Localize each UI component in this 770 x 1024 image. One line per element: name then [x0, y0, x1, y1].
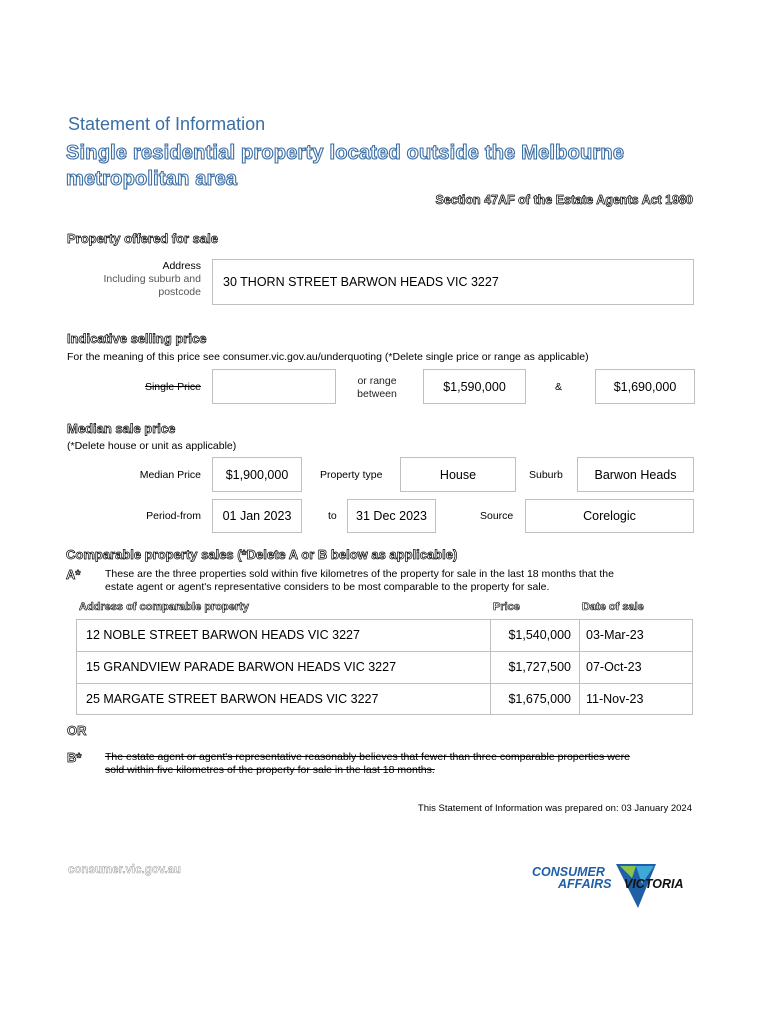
- row-1-address: 12 NOBLE STREET BARWON HEADS VIC 3227: [86, 628, 360, 642]
- website-link[interactable]: consumer.vic.gov.au: [68, 864, 181, 876]
- option-a-text: These are the three properties sold within five kilometres of the property for sale in the last 18 months that the estate agent or agent's representative considers to be most comparable to the property for sale.: [105, 568, 614, 593]
- title-line-1: Single residential property located outside the Melbourne: [66, 142, 625, 164]
- suburb-label: Suburb: [529, 469, 563, 481]
- col-price-header: Price: [493, 601, 520, 613]
- prepared-date: This Statement of Information was prepared on: 03 January 2024: [417, 803, 692, 814]
- row-1-price: $1,540,000: [508, 628, 571, 642]
- median-note: (*Delete house or unit as applicable): [67, 440, 237, 452]
- median-heading: Median sale price: [67, 421, 176, 436]
- period-from-value: 01 Jan 2023: [222, 509, 292, 523]
- col-address-header: Address of comparable property: [79, 601, 249, 613]
- document-subtitle: Statement of Information: [68, 114, 266, 134]
- range-label: or range between: [357, 375, 397, 400]
- period-to-value: 31 Dec 2023: [356, 509, 427, 523]
- option-b-text: The estate agent or agent's representative reasonably believes that fewer than three comparable properties were sold within five kilometres of the property for sale in the last 18 months.: [105, 751, 630, 776]
- consumer-affairs-logo: [530, 864, 700, 910]
- median-price-field[interactable]: [212, 457, 302, 492]
- act-reference: Section 47AF of the Estate Agents Act 1980: [435, 193, 693, 207]
- title-line-2: metropolitan area: [66, 168, 238, 190]
- row-3-price: $1,675,000: [508, 692, 571, 706]
- period-to-field[interactable]: [347, 499, 436, 533]
- property-type-value: House: [439, 467, 477, 482]
- single-price-label: Single Price: [144, 381, 201, 393]
- period-from-label: Period-from: [146, 510, 201, 522]
- logo-text-consumer: CONSUMER: [532, 865, 605, 879]
- range-low-value: $1,590,000: [443, 379, 506, 394]
- address-value: 30 THORN STREET BARWON HEADS VIC 3227: [223, 275, 499, 289]
- range-high-field[interactable]: [595, 369, 695, 404]
- row-2-date: 07-Oct-23: [586, 660, 642, 674]
- indicative-price-heading: Indicative selling price: [67, 331, 207, 346]
- comparable-heading: Comparable property sales (*Delete A or B below as applicable): [66, 547, 458, 562]
- suburb-field[interactable]: [577, 457, 694, 492]
- property-type-label: Property type: [320, 469, 383, 481]
- range-ampersand: &: [555, 381, 563, 393]
- median-price-value: $1,900,000: [225, 467, 289, 482]
- logo-text-affairs: AFFAIRS: [558, 877, 612, 891]
- row-3-address: 25 MARGATE STREET BARWON HEADS VIC 3227: [86, 692, 379, 706]
- row-3-date: 11-Nov-23: [586, 692, 644, 706]
- document-title: [66, 140, 706, 192]
- or-label: OR: [67, 723, 87, 738]
- row-1-date: 03-Mar-23: [586, 628, 644, 642]
- median-price-label: Median Price: [139, 469, 201, 481]
- row-2-price: $1,727,500: [508, 660, 571, 674]
- period-to-label: to: [328, 510, 337, 522]
- option-a-label: A*: [66, 567, 81, 582]
- comparable-table: [76, 619, 693, 715]
- source-field[interactable]: [525, 499, 694, 533]
- row-2-address: 15 GRANDVIEW PARADE BARWON HEADS VIC 3227: [86, 660, 397, 674]
- address-label: Address Including suburb and postcode: [103, 260, 201, 298]
- col-date-header: Date of sale: [582, 601, 644, 613]
- single-price-field[interactable]: [212, 369, 336, 404]
- property-offered-heading: Property offered for sale: [67, 231, 218, 246]
- address-field[interactable]: [212, 259, 694, 305]
- range-low-field[interactable]: [423, 369, 526, 404]
- period-from-field[interactable]: [212, 499, 302, 533]
- property-type-field[interactable]: [400, 457, 516, 492]
- logo-text-victoria: VICTORIA: [624, 877, 684, 891]
- suburb-value: Barwon Heads: [594, 467, 677, 482]
- source-value: Corelogic: [583, 509, 636, 523]
- indicative-price-note: For the meaning of this price see consumer.vic.gov.au/underquoting (*Delete single price or range as applicable): [67, 351, 589, 363]
- range-high-value: $1,690,000: [613, 379, 677, 394]
- option-b-label: B*: [67, 750, 82, 765]
- column-divider: [579, 619, 580, 715]
- source-label: Source: [480, 510, 514, 522]
